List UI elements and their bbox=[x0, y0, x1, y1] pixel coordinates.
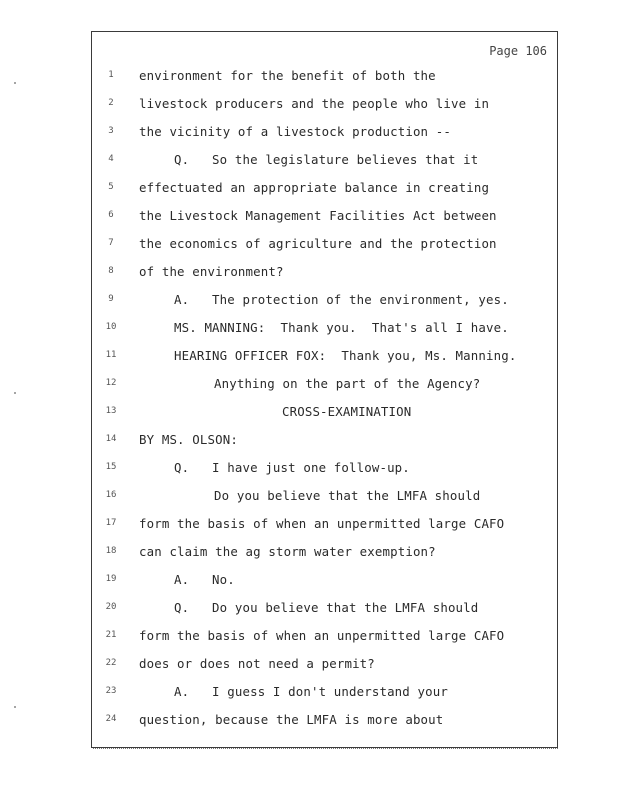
line-number: 2 bbox=[108, 98, 114, 108]
line-number: 16 bbox=[105, 490, 117, 500]
line-text: environment for the benefit of both the bbox=[139, 68, 436, 83]
transcript-line bbox=[92, 264, 557, 292]
transcript-line bbox=[92, 460, 557, 488]
line-number: 23 bbox=[105, 686, 117, 696]
transcript-line bbox=[92, 180, 557, 208]
line-text: MS. MANNING: Thank you. That's all I have. bbox=[174, 320, 509, 335]
transcript-line bbox=[92, 320, 557, 348]
line-number: 11 bbox=[105, 350, 117, 360]
scan-speck bbox=[14, 82, 16, 84]
line-text: Q. Do you believe that the LMFA should bbox=[174, 600, 479, 615]
line-number: 19 bbox=[105, 574, 117, 584]
transcript-line bbox=[92, 68, 557, 96]
line-text: Q. I have just one follow-up. bbox=[174, 460, 410, 475]
line-text: A. No. bbox=[174, 572, 235, 587]
line-text: Do you believe that the LMFA should bbox=[214, 488, 481, 503]
line-number: 5 bbox=[108, 182, 114, 192]
transcript-line bbox=[92, 572, 557, 600]
page-number: Page 106 bbox=[489, 44, 547, 58]
line-text: Q. So the legislature believes that it bbox=[174, 152, 479, 167]
scan-speck bbox=[14, 392, 16, 394]
line-number: 9 bbox=[108, 294, 114, 304]
line-text: A. I guess I don't understand your bbox=[174, 684, 448, 699]
line-number: 7 bbox=[108, 238, 114, 248]
line-number: 3 bbox=[108, 126, 114, 136]
line-number: 14 bbox=[105, 434, 117, 444]
line-number: 6 bbox=[108, 210, 114, 220]
transcript-line bbox=[92, 124, 557, 152]
transcript-line bbox=[92, 544, 557, 572]
line-number: 24 bbox=[105, 714, 117, 724]
line-text: effectuated an appropriate balance in creating bbox=[139, 180, 490, 195]
line-text: form the basis of when an unpermitted large CAFO bbox=[139, 516, 505, 531]
line-number: 15 bbox=[105, 462, 117, 472]
line-text: question, because the LMFA is more about bbox=[139, 712, 444, 727]
transcript-line bbox=[92, 600, 557, 628]
line-text: the economics of agriculture and the protection bbox=[139, 236, 497, 251]
transcript-line bbox=[92, 516, 557, 544]
line-number: 8 bbox=[108, 266, 114, 276]
line-text: can claim the ag storm water exemption? bbox=[139, 544, 436, 559]
line-text: does or does not need a permit? bbox=[139, 656, 375, 671]
line-text: the vicinity of a livestock production -- bbox=[139, 124, 452, 139]
line-number: 22 bbox=[105, 658, 117, 668]
line-number: 4 bbox=[108, 154, 114, 164]
transcript-line bbox=[92, 208, 557, 236]
line-text: of the environment? bbox=[139, 264, 284, 279]
transcript-page bbox=[91, 31, 558, 748]
transcript-line bbox=[92, 376, 557, 404]
transcript-line bbox=[92, 432, 557, 460]
line-number: 10 bbox=[105, 322, 117, 332]
line-number: 17 bbox=[105, 518, 117, 528]
line-text: A. The protection of the environment, yes. bbox=[174, 292, 509, 307]
transcript-line bbox=[92, 684, 557, 712]
transcript-line bbox=[92, 488, 557, 516]
transcript-line bbox=[92, 628, 557, 656]
transcript-line bbox=[92, 96, 557, 124]
transcript-line bbox=[92, 656, 557, 684]
line-text: BY MS. OLSON: bbox=[139, 432, 238, 447]
line-number: 20 bbox=[105, 602, 117, 612]
transcript-line bbox=[92, 152, 557, 180]
transcript-line bbox=[92, 236, 557, 264]
line-number: 13 bbox=[105, 406, 117, 416]
transcript-line bbox=[92, 712, 557, 740]
transcript-line bbox=[92, 404, 557, 432]
line-number: 21 bbox=[105, 630, 117, 640]
line-text: form the basis of when an unpermitted large CAFO bbox=[139, 628, 505, 643]
line-text: Anything on the part of the Agency? bbox=[214, 376, 481, 391]
bottom-scan-border bbox=[93, 748, 558, 752]
transcript-line bbox=[92, 292, 557, 320]
line-number: 18 bbox=[105, 546, 117, 556]
transcript-line bbox=[92, 348, 557, 376]
line-number: 1 bbox=[108, 70, 114, 80]
line-number: 12 bbox=[105, 378, 117, 388]
line-text: HEARING OFFICER FOX: Thank you, Ms. Manning. bbox=[174, 348, 517, 363]
line-text: the Livestock Management Facilities Act between bbox=[139, 208, 497, 223]
section-heading: CROSS-EXAMINATION bbox=[282, 404, 412, 419]
line-text: livestock producers and the people who live in bbox=[139, 96, 490, 111]
scan-speck bbox=[14, 706, 16, 708]
